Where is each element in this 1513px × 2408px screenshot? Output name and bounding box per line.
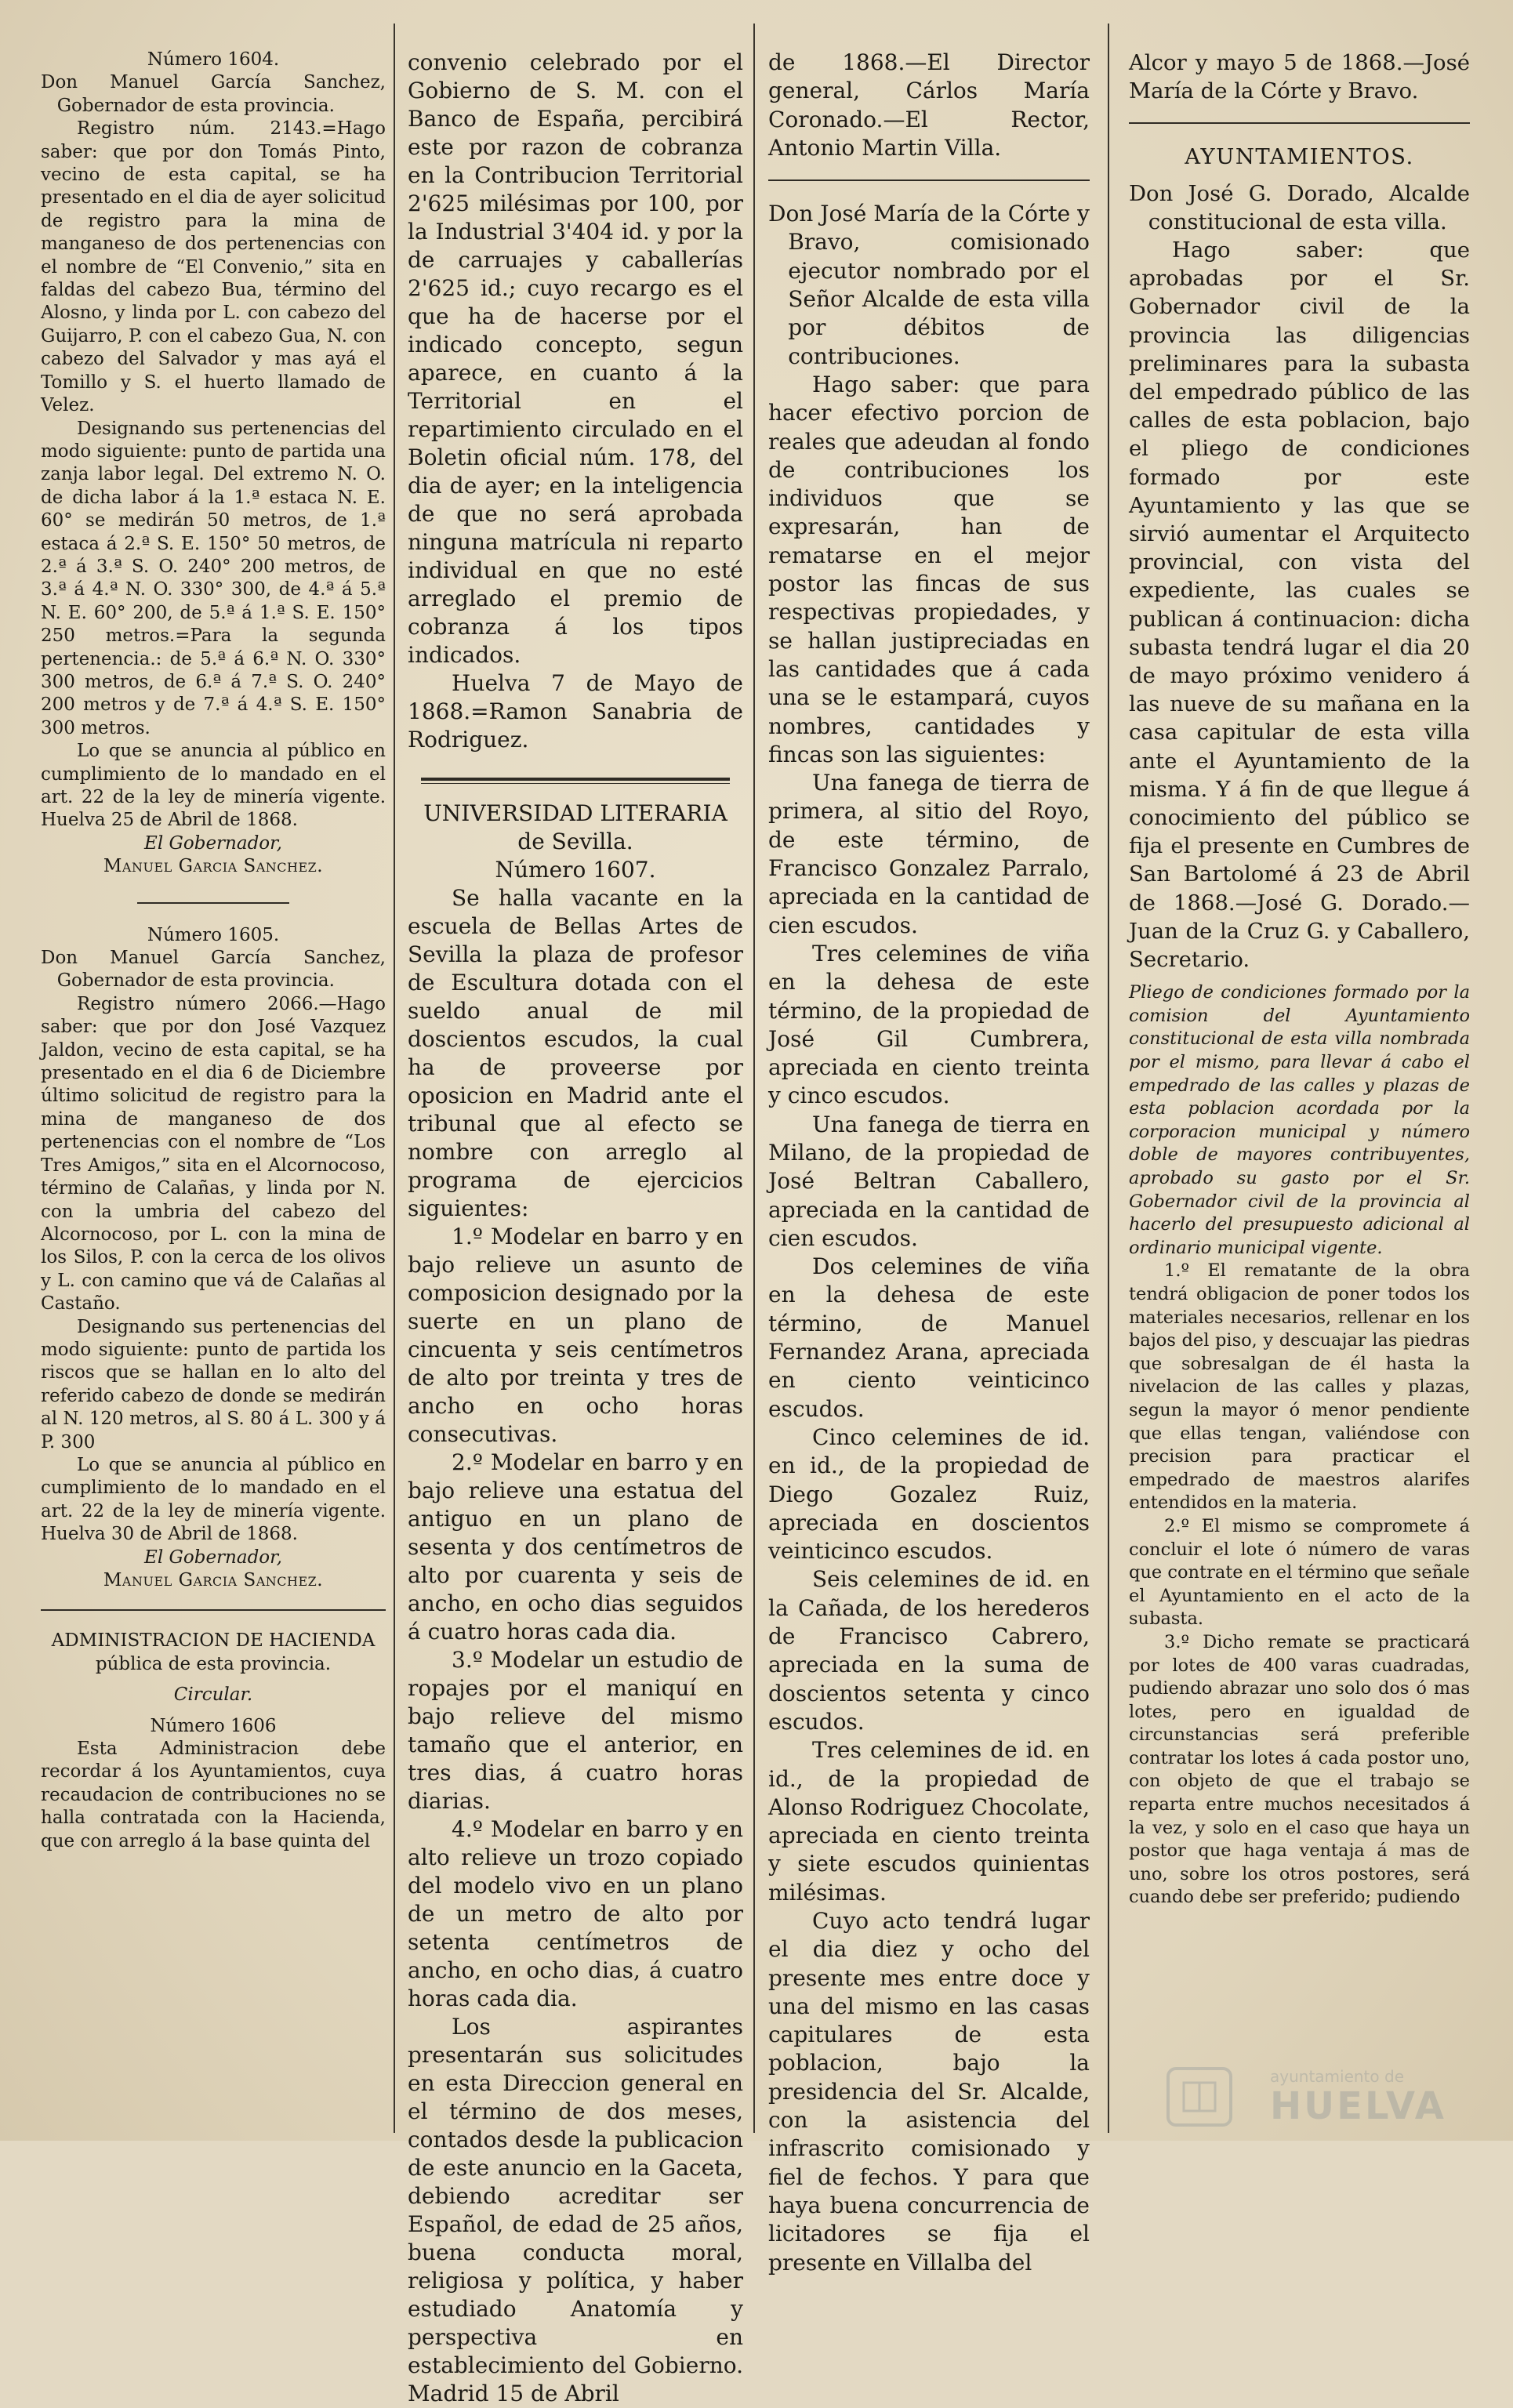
watermark-big-text: HUELVA [1270, 2084, 1446, 2128]
signature-name: Manuel Garcia Sanchez. [103, 1570, 324, 1590]
column-rule [1108, 24, 1109, 2133]
property-item: Una fanega de tierra en Milano, de la propiedad de José Beltran Caballero, apreciada en la cantidad de cien escudos. [768, 1111, 1090, 1251]
paragraph: Los aspirantes presentarán sus solicitudes en esta Direccion general en el término de dos meses, contados desde la publicacion de este anuncio en la Gaceta, debiendo acreditar ser Español, de edad de 25 años, buena conducta moral, religiosa y política, y haber estudiado Anatomía y perspectiva en establecimiento del Gobierno. Madrid 15 de Abril [408, 2014, 743, 2406]
condition-item: 2.º El mismo se compromete á concluir el lote ó número de varas que contrate en el término que señale el Ayuntamiento en el acto de la subasta. [1129, 1515, 1470, 1630]
separator [137, 902, 289, 904]
separator [1129, 122, 1470, 124]
property-item: Tres celemines de id. en id., de la propiedad de Alonso Rodriguez Chocolate, apreciada en ciento treinta y siete escudos quinientas milésimas. [768, 1737, 1090, 1906]
exercise-item: 4.º Modelar en barro y en alto relieve un trozo copiado del modelo vivo en un plano de un metro de alto por setenta centímetros de ancho, en ocho dias, á cuatro horas cada dia. [408, 1816, 743, 2011]
paragraph: Esta Administracion debe recordar á los Ayuntamientos, cuya recaudacion de contribuciones no se halla contratada con la Hacienda, que con arreglo á la base quinta del [41, 1739, 386, 1851]
column-rule [753, 24, 755, 2133]
separator [421, 778, 730, 784]
exercise-item: 3.º Modelar un estudio de ropajes por el maniquí en bajo relieve del mismo tamaño que el anterior, en tres dias, á cuatro horas diarias. [408, 1647, 743, 1814]
notice-number: Número 1605. [147, 924, 280, 945]
property-item: Una fanega de tierra de primera, al sitio del Royo, de este término, de Francisco Gonzalez Parralo, apreciada en la cantidad de cien escudos. [768, 770, 1090, 938]
signature-role: El Gobernador, [144, 832, 282, 854]
paragraph: Hago saber: que aprobadas por el Sr. Gobernador civil de la provincia las diligencias preliminares para la subasta del empedrado público de las calles de esta poblacion, bajo el pliego de condiciones formado por este Ayuntamiento y las que se sirvió aumentar el Arquitecto provincial, con vista del expediente, las cuales se publican á continuacion: dicha subasta tendrá lugar el dia 20 de mayo próximo venidero á las nueve de su mañana en la casa capitular de esta villa ante el Ayuntamiento de la misma. Y á fin de que llegue á conocimiento del público se fija el presente en Cumbres de San Bartolomé á 23 de Abril de 1868.—José G. Dorado.—Juan de la Cruz G. y Caballero, Secretario. [1129, 238, 1470, 973]
paragraph: Designando sus pertenencias del modo siguiente: punto de partida los riscos que se hallan en lo alto del referido cabezo de donde se medirán al N. 120 metros, al S. 80 á L. 300 y á P. 300 [41, 1316, 386, 1452]
section-subheading: de Sevilla. [517, 829, 633, 854]
property-item: Dos celemines de viña en la dehesa de este término, de Manuel Fernandez Arana, apreciada en ciento veinticinco escudos. [768, 1253, 1090, 1422]
paragraph: Cuyo acto tendrá lugar el dia diez y ocho del presente mes entre doce y una del mismo en las casas capitulares de esta poblacion, bajo la presidencia del Sr. Alcalde, con la asistencia del infrascrito comisionado y fiel de fechos. Y para que haya buena concurrencia de licitadores se fija el presente en Villalba del [768, 1908, 1090, 2276]
exercise-item: 1.º Modelar en barro y en bajo relieve un asunto de composicion designado por la suerte en un plano de cincuenta y seis centímetros de alto por treinta y tres de ancho en ocho horas consecutivas. [408, 1224, 743, 1447]
exercise-item: 2.º Modelar en barro y en bajo relieve una estatua del antiguo en un plano de sesenta y dos centímetros de alto por cuarenta y seis de ancho, en ocho dias seguidos á cuatro horas cada dia. [408, 1449, 743, 1645]
notice-number: Número 1606 [150, 1715, 277, 1736]
column-3 [768, 49, 1090, 2276]
paragraph: Registro núm. 2143.=Hago saber: que por don Tomás Pinto, vecino de esta capital, se ha presentado en el dia de ayer solicitud de registro para la mina de manganeso de dos pertenencias con el nombre de “El Convenio,” sita en faldas del cabezo Bua, término del Alosno, y linda por L. con cabezo del Guijarro, P. con el cabezo Gua, N. con cabezo del Salvador y mas ayá el Tomillo y S. el huerto llamado de Velez. [41, 118, 386, 416]
column-2 [408, 49, 743, 2406]
paragraph: Lo que se anuncia al público en cumplimiento de lo mandado en el art. 22 de la ley de minería vigente. Huelva 25 de Abril de 1868. [41, 741, 386, 831]
watermark-small-text: ayuntamiento de [1270, 2067, 1404, 2086]
section-subheading: pública de esta provincia. [95, 1653, 332, 1674]
property-item: Cinco celemines de id. en id., de la propiedad de Diego Gozalez Ruiz, apreciada en doscientos veinticinco escudos. [768, 1423, 1090, 1565]
notice-number: Número 1607. [495, 857, 656, 883]
property-item: Tres celemines de viña en la dehesa de este término, de la propiedad de José Gil Cumbrera, apreciada en ciento treinta y cinco escudos. [768, 940, 1090, 1109]
notice-number: Número 1604. [147, 49, 280, 70]
circular-label: Circular. [173, 1685, 253, 1706]
paragraph: Hago saber: que para hacer efectivo porcion de reales que adeudan al fondo de contribuciones los individuos que se expresarán, han de rematarse en el mejor postor las fincas de sus respectivas propiedades, y se hallan justipreciadas en las cantidades que á cada una se le estampará, cuyos nombres, cantidades y fincas son las siguientes: [768, 371, 1090, 767]
notice-heading: Don Manuel García Sanchez, Gobernador de esta provincia. [41, 72, 386, 116]
signature-name: Manuel Garcia Sanchez. [103, 856, 324, 877]
section-heading: ADMINISTRACION DE HACIENDA [51, 1630, 376, 1652]
city-seal-icon [1152, 2062, 1246, 2131]
column-rule [394, 24, 395, 2133]
huelva-watermark [1152, 2062, 1482, 2131]
condition-item: 1.º El rematante de la obra tendrá obligacion de poner todos los materiales necesarios, rellenar en los bajos del piso, y descuajar las piedras que sobresalgan de él hasta la nivelacion de las calles y plazas, segun la mayor ó menor pendiente que ellas tengan, valiéndose con precision para practicar el empedrado de maestros alarifes entendidos en la materia. [1129, 1260, 1470, 1514]
notice-heading: Don José G. Dorado, Alcalde constitucional de esta villa. [1129, 180, 1470, 234]
paragraph: convenio celebrado por el Gobierno de S. M. con el Banco de España, percibirá este por razon de cobranza en la Contribucion Territorial 2'625 milésimas por 100, por la Industrial 3'404 id. y por la de carruajes y caballerías 2'625 id.; cuyo recargo es el que ha de hacerse por el indicado concepto, segun aparece, en cuanto á la Territorial en el repartimiento circulado en el Boletin oficial núm. 178, del dia de ayer; en la inteligencia de que no será aprobada ninguna matrícula ni reparto individual en que no esté arreglado el premio de cobranza á los tipos indicados. [408, 49, 743, 668]
paragraph: Alcor y mayo 5 de 1868.—José María de la Córte y Bravo. [1129, 50, 1470, 104]
notice-heading: Don Manuel García Sanchez, Gobernador de esta provincia. [41, 948, 386, 992]
paragraph: Lo que se anuncia al público en cumplimiento de lo mandado en el art. 22 de la ley de minería vigente. Huelva 30 de Abril de 1868. [41, 1454, 386, 1545]
separator [768, 180, 1090, 181]
paragraph: Se halla vacante en la escuela de Bellas Artes de Sevilla la plaza de profesor de Escultura dotada con el sueldo anual de mil doscientos escudos, la cual ha de proveerse por oposicion en Madrid ante el tribunal que al efecto se nombre con arreglo al programa de ejercicios siguientes: [408, 885, 743, 1221]
paragraph: Registro número 2066.—Hago saber: que por don José Vazquez Jaldon, vecino de esta capital, se ha presentado en el dia 6 de Diciembre último solicitud de registro para la mina de manganeso de dos pertenencias con el nombre de “Los Tres Amigos,” sita en el Alcornocoso, término de Calañas, y linda por N. con la umbria del cabezo del Alcornocoso, por L. con la mina de los Silos, P. con la cerca de los olivos y L. con camino que vá de Calañas al Castaño. [41, 993, 386, 1315]
notice-heading: Don José María de la Córte y Bravo, comisionado ejecutor nombrado por el Señor Alcalde de esta villa por débitos de contribuciones. [768, 201, 1090, 369]
paragraph: Huelva 7 de Mayo de 1868.=Ramon Sanabria de Rodriguez. [408, 670, 743, 752]
section-heading: UNIVERSIDAD LITERARIA [423, 800, 727, 826]
paragraph: de 1868.—El Director general, Cárlos María Coronado.—El Rector, Antonio Martin Villa. [768, 49, 1090, 161]
section-heading: AYUNTAMIENTOS. [1185, 144, 1414, 170]
property-item: Seis celemines de id. en la Cañada, de los herederos de Francisco Cabrero, apreciada en la suma de doscientos setenta y cinco escudos. [768, 1566, 1090, 1735]
condition-item: 3.º Dicho remate se practicará por lotes de 400 varas cuadradas, pudiendo abrazar uno solo dos ó mas lotes, pero en igualdad de circunstancias será preferible contratar los lotes á cada postor uno, con objeto de que el trabajo se reparta entre muchos necesitados á la vez, y solo en el caso que haya un postor que haga ventaja á mas de uno, sobre los otros postores, será cuando debe ser preferido; pudiendo [1129, 1631, 1470, 1908]
separator [41, 1609, 386, 1611]
column-4 [1129, 49, 1470, 2122]
paragraph: Designando sus pertenencias del modo siguiente: punto de partida una zanja labor legal. Del extremo N. O. de dicha labor á la 1.ª estaca N. E. 60° se medirán 50 metros, de 1.ª estaca á 2.ª S. E. 150° 50 metros, de 2.ª á 3.ª S. O. 240° 200 metros, de 3.ª á 4.ª N. O. 330° 300, de 4.ª á 5.ª N. E. 60° 200, de 5.ª á 1.ª S. E. 150° 250 metros.=Para la segunda pertenencia.: de 5.ª á 6.ª N. O. 330° 300 metros, de 6.ª á 7.ª S. O. 240° 200 metros y de 7.ª á 4.ª S. E. 150° 300 metros. [41, 418, 386, 738]
signature-role: El Gobernador, [144, 1547, 282, 1568]
pliego-heading: Pliego de condiciones formado por la comision del Ayuntamiento constitucional de esta villa nombrada por el mismo, para llevar á cabo el empedrado de las calles y plazas de esta poblacion acordada por la corporacion municipal y número doble de mayores contribuyentes, aprobado su gasto por el Sr. Gobernador civil de la provincia al hacerlo del presupuesto adicional al ordinario municipal vigente. [1129, 982, 1470, 1258]
column-1 [41, 49, 386, 2122]
